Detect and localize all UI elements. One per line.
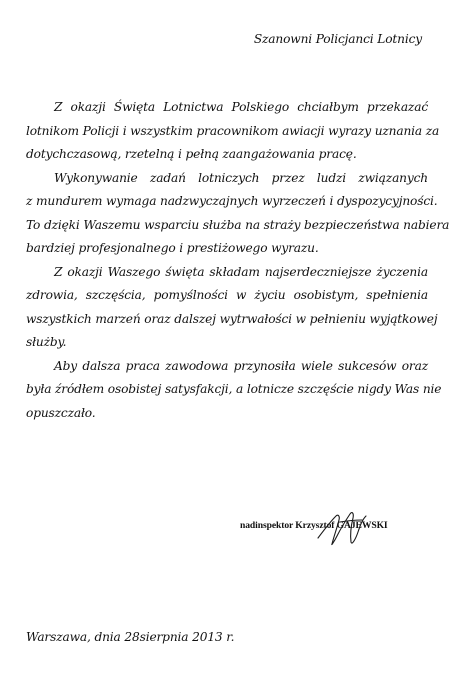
paragraph-line: opuszczało. bbox=[26, 405, 96, 420]
paragraph-line: była źródłem osobistej satysfakcji, a lotnicze szczęście nigdy Was nie bbox=[26, 382, 442, 396]
paragraph-4 bbox=[26, 355, 442, 426]
signature-block bbox=[240, 510, 440, 550]
paragraph-line: bardziej profesjonalnego i prestiżowego wyrazu. bbox=[26, 241, 319, 255]
paragraph-line: Z okazji Święta Lotnictwa Polskiego chciałbym przekazać bbox=[54, 100, 428, 114]
paragraph-line: Wykonywanie zadań lotniczych przez ludzi związanych bbox=[54, 170, 428, 185]
letter-body bbox=[26, 96, 450, 425]
paragraph-line: Aby dalsza praca zawodowa przynosiła wiele sukcesów oraz bbox=[54, 358, 428, 373]
letter-greeting: Szanowni Policjanci Lotnicy bbox=[253, 32, 422, 46]
letter-date: Warszawa, dnia 28sierpnia 2013 r. bbox=[26, 630, 235, 644]
paragraph-3 bbox=[26, 261, 438, 355]
paragraph-line: lotnikom Policji i wszystkim pracownikom awiacji wyrazy uznania za bbox=[26, 123, 440, 138]
paragraph-line: dotychczasową, rzetelną i pełną zaangażowania pracę. bbox=[26, 147, 357, 161]
signature-name: nadinspektor Krzysztof GAJEWSKI bbox=[240, 520, 388, 531]
paragraph-line: wszystkich marzeń oraz dalszej wytrwałości w pełnieniu wyjątkowej bbox=[26, 311, 438, 326]
paragraph-2 bbox=[26, 167, 450, 261]
paragraph-line: zdrowia, szczęścia, pomyślności w życiu osobistym, spełnienia bbox=[26, 288, 428, 302]
paragraph-1 bbox=[26, 96, 440, 167]
paragraph-line: służby. bbox=[26, 335, 67, 349]
paragraph-line: Z okazji Waszego święta składam najserdeczniejsze życzenia bbox=[54, 264, 428, 279]
paragraph-line: To dzięki Waszemu wsparciu służba na straży bezpieczeństwa nabiera bbox=[26, 217, 450, 232]
handwritten-signature-icon bbox=[310, 508, 400, 548]
paragraph-line: z mundurem wymaga nadzwyczajnych wyrzeczeń i dyspozycyjności. bbox=[26, 194, 438, 208]
